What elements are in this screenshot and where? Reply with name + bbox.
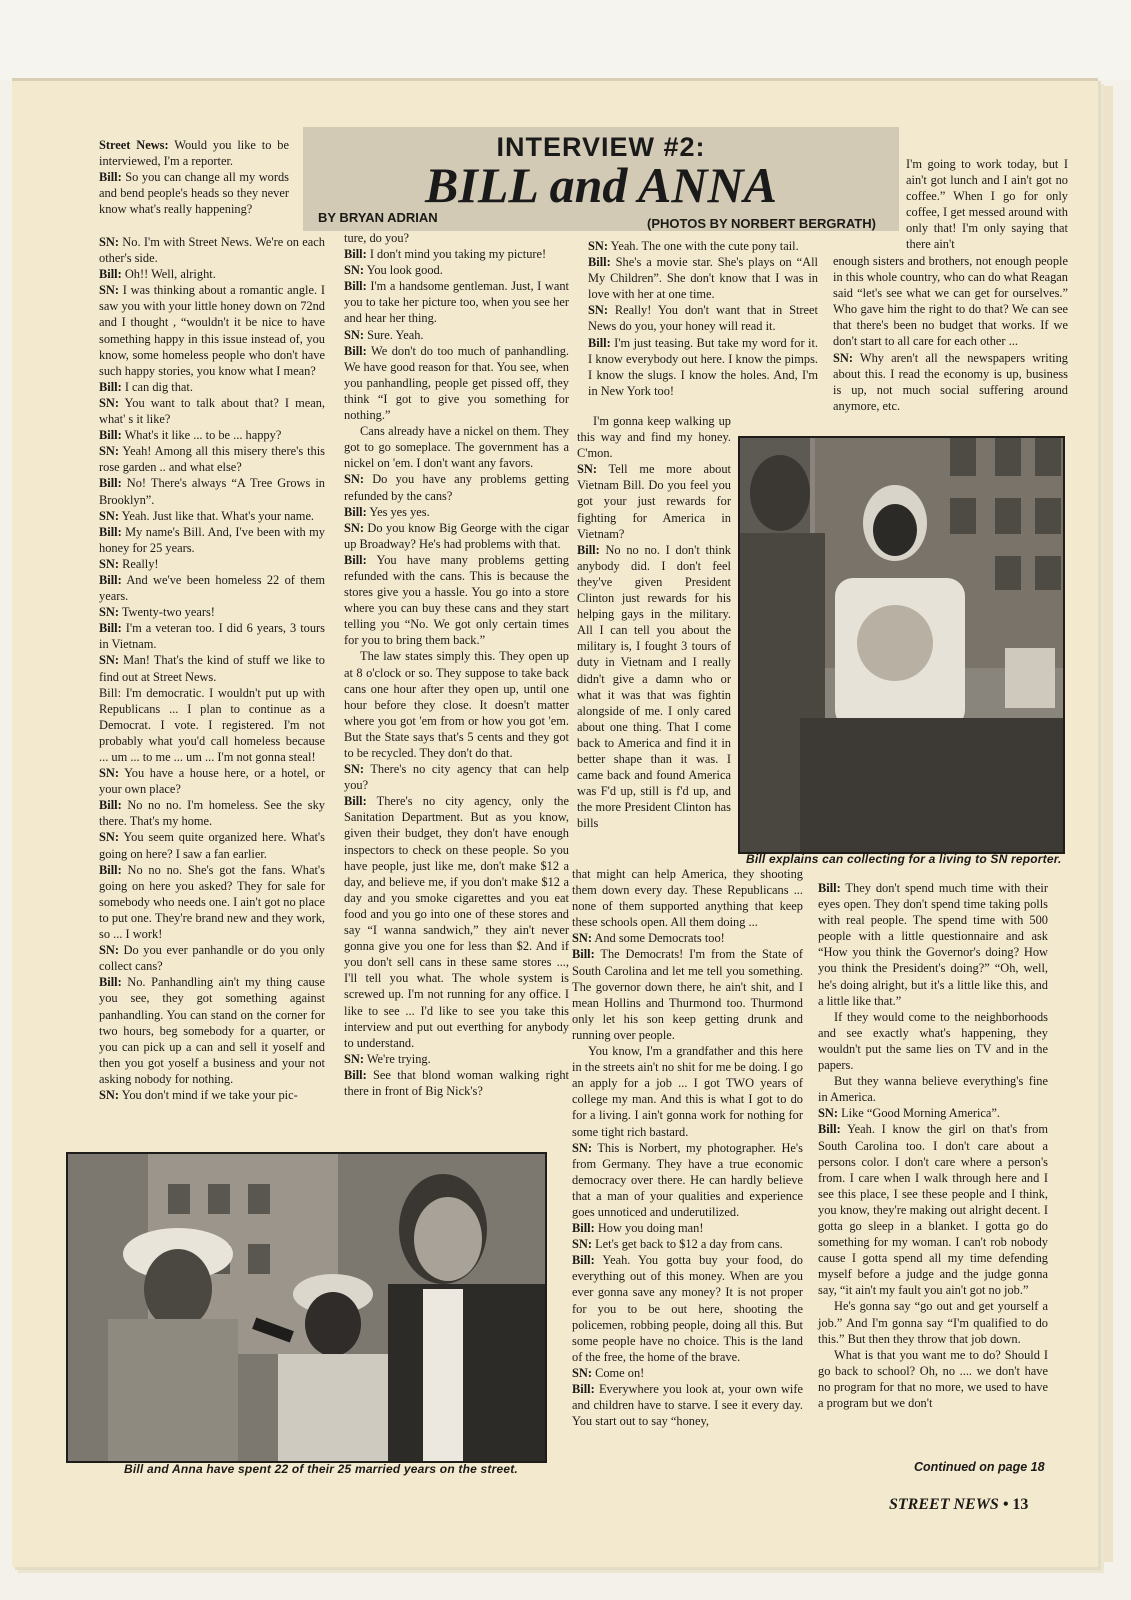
interview-paragraph	[572, 1381, 803, 1429]
speaker-label: Bill:	[344, 279, 367, 294]
interview-paragraph	[572, 1043, 803, 1140]
speaker-label: SN:	[344, 327, 364, 342]
speaker-label: Bill:	[99, 428, 122, 443]
speaker-label: SN:	[344, 1051, 364, 1066]
paragraph-text: I'm going to work today, but I ain't got lunch and I ain't got no coffee.” When I go for only coffee, I get messed around with only that! I'm only saying that there ain't	[906, 157, 1068, 252]
speaker-label: Bill:	[99, 975, 122, 990]
photo-credit: (PHOTOS BY NORBERT BERGRATH)	[647, 216, 876, 231]
paragraph-text: No no no. She's got the fans. What's going on here you asked? They for sale for somebody who needs one. I ain't got no place to put one. They're brand new and they work, so ... I work!	[99, 862, 325, 942]
interview-paragraph	[818, 1009, 1048, 1073]
paragraph-text: that might can help America, they shooting them down every day. These Republicans ... none of them supported anything that keep these schools open. All them doing ...	[572, 867, 803, 930]
speaker-label: Bill:	[572, 1382, 595, 1396]
speaker-label: Bill:	[572, 1221, 595, 1236]
speaker-label: SN:	[588, 239, 608, 253]
paragraph-text: Twenty-two years!	[118, 605, 215, 620]
interview-paragraph	[572, 930, 803, 946]
interview-paragraph	[99, 652, 325, 684]
speaker-label: SN:	[833, 350, 853, 365]
speaker-label: Bill:	[99, 524, 122, 539]
speaker-label: Bill:	[344, 552, 367, 567]
paragraph-text: There's no city agency that can help you?	[344, 762, 569, 793]
interview-paragraph	[99, 137, 289, 169]
interview-paragraph	[572, 1236, 803, 1252]
paragraph-text: Really!	[118, 556, 159, 571]
caption-bottom-photo: Bill and Anna have spent 22 of their 25 married years on the street.	[124, 1462, 518, 1476]
speaker-label: Bill:	[572, 1253, 595, 1268]
speaker-label: Bill:	[818, 881, 841, 895]
paragraph-text: What is that you want me to do? Should I go back to school? Oh, no .... we don't have no program for that no more, we used to have a program but we don't	[818, 1347, 1048, 1410]
interview-paragraph	[99, 942, 325, 974]
speaker-label: Bill:	[99, 476, 122, 491]
paragraph-text: I'm a veteran too. I did 6 years, 3 tours in Vietnam.	[99, 621, 325, 652]
caption-top-photo: Bill explains can collecting for a living to SN reporter.	[746, 852, 1062, 866]
paragraph-text: And some Democrats too!	[591, 931, 725, 946]
interview-paragraph	[572, 1140, 803, 1220]
interview-paragraph	[99, 427, 325, 443]
speaker-label: SN:	[99, 605, 119, 620]
paragraph-text: Man! That's the kind of stuff we like to find out at Street News.	[99, 653, 325, 684]
paragraph-text: My name's Bill. And, I've been with my honey for 25 years.	[99, 524, 325, 555]
speaker-label: Bill:	[99, 170, 122, 185]
paragraph-text: Do you ever panhandle or do you only collect cans?	[99, 943, 325, 974]
photo-bill-and-anna	[66, 1152, 547, 1463]
interview-paragraph	[99, 685, 325, 765]
paragraph-text: Yeah. The one with the cute pony tail.	[607, 239, 799, 253]
interview-paragraph	[344, 761, 569, 793]
interview-paragraph	[99, 524, 325, 556]
interview-paragraph	[588, 302, 818, 334]
paragraph-text: Do you have any problems getting refunded by the cans?	[344, 472, 569, 503]
paragraph-text: You seem quite organized here. What's going on here? I saw a fan earlier.	[99, 830, 325, 861]
paragraph-text: This is Norbert, my photographer. He's from Germany. They have a true economic democracy over there. He can hardly believe that a man of your qualities and experience goes unnoticed and underutilized.	[572, 1140, 803, 1219]
paragraph-text: But they wanna believe everything's fine in America.	[818, 1074, 1048, 1105]
paragraph-text: Like “Good Morning America”.	[837, 1106, 1001, 1121]
column-4-wide	[833, 253, 1068, 414]
paragraph-text: enough sisters and brothers, not enough people in this whole country, who can do what Reagan said “let's see what we can get for ourselves.” Who gave him the right to do that? We can see that there's been no budget that works. If we don't start to all care for each other ...	[833, 254, 1068, 349]
interview-paragraph	[99, 169, 289, 217]
interview-paragraph	[344, 327, 569, 343]
interview-paragraph	[99, 282, 325, 379]
interview-paragraph	[344, 1051, 569, 1067]
interview-paragraph	[833, 350, 1068, 414]
paragraph-text: Do you know Big George with the cigar up Broadway? He's had problems with that.	[344, 520, 569, 551]
interview-paragraph	[344, 1067, 569, 1099]
interview-paragraph	[99, 974, 325, 1087]
paragraph-text: He's gonna say “go out and get yourself a job.” And I'm gonna say “I'm qualified to do this.” But then they throw that job down.	[818, 1299, 1048, 1346]
column-2	[344, 230, 569, 1099]
interview-paragraph	[818, 1073, 1048, 1105]
paragraph-text: You look good.	[363, 263, 443, 278]
speaker-label: Bill:	[344, 343, 367, 358]
speaker-label: SN:	[99, 444, 119, 459]
paragraph-text: Come on!	[591, 1365, 645, 1380]
interview-paragraph	[577, 461, 731, 541]
interview-paragraph	[344, 552, 569, 649]
speaker-label: SN:	[99, 283, 119, 298]
interview-paragraph	[572, 866, 803, 930]
speaker-label: SN:	[99, 653, 119, 668]
interview-paragraph	[99, 797, 325, 829]
paragraph-text: No. Panhandling ain't my thing cause you see, they got something against panhandling. You can stand on the corner for two hours, beg somebody for a quarter, or you can pick up a can and sell it yoself and then you got yoself a business and your not asking nobody for nothing.	[99, 975, 325, 1086]
interview-paragraph	[99, 1087, 325, 1103]
interview-paragraph	[99, 266, 325, 282]
photo-image	[740, 438, 1063, 852]
interview-paragraph	[99, 379, 325, 395]
speaker-label: Bill:	[99, 267, 122, 282]
interview-paragraph	[833, 253, 1068, 350]
publication-name: STREET NEWS	[889, 1496, 999, 1513]
speaker-label: Bill:	[99, 862, 122, 877]
paragraph-text: If they would come to the neighborhoods and see exactly what's happening, they wouldn't put the same lies on TV and in the papers.	[818, 1009, 1048, 1073]
paragraph-text: No. I'm with Street News. We're on each other's side.	[99, 235, 325, 266]
paragraph-text: I'm gonna keep walking up this way and find my honey. C'mon.	[577, 414, 731, 461]
speaker-label: SN:	[99, 830, 119, 845]
speaker-label: SN:	[99, 766, 119, 781]
paragraph-text: So you can change all my words and bend people's heads so they never know what's really happening?	[99, 170, 289, 217]
paragraph-text: Tell me more about Vietnam Bill. Do you feel you got your just rewards for fighting for America in Vietnam?	[577, 462, 731, 541]
column-1-top	[99, 137, 289, 217]
paragraph-text: I don't mind you taking my picture!	[366, 247, 547, 262]
speaker-label: SN:	[99, 943, 119, 958]
interview-paragraph	[99, 604, 325, 620]
paragraph-text: I'm a handsome gentleman. Just, I want you to take her picture too, when you see her and hear her thing.	[344, 279, 569, 326]
column-3	[572, 866, 803, 1429]
speaker-label: SN:	[344, 263, 364, 278]
speaker-label: Bill:	[344, 794, 367, 809]
speaker-label: SN:	[99, 395, 119, 410]
paragraph-text: We're trying.	[363, 1051, 431, 1066]
interview-paragraph	[99, 556, 325, 572]
speaker-label: SN:	[344, 472, 364, 487]
speaker-label: Bill:	[99, 798, 122, 813]
speaker-label: Bill:	[344, 247, 367, 262]
paragraph-text: There's no city agency, only the Sanitation Department. But as you know, given their budget, they don't have enough inspectors to check on these people. So you have people, just like me, don't make $12 a day, and believe me, if you don't make $12 a day and you smoke cigarettes and you eat food and you go into one of these stores and say “I wanna sandwich,” they ain't never gonna give you one for less than $2. And if you don't sell cans in these same stores ..., I'll tell you what. The whole system is screwed up. I'm not running for any office. I like to see ... I'd like to see you take this interview and put out everthing for anybody to understand.	[344, 794, 569, 1050]
speaker-label: SN:	[818, 1106, 838, 1121]
speaker-label: SN:	[99, 556, 119, 571]
paragraph-text: Yeah. Just like that. What's your name.	[118, 508, 315, 523]
interview-paragraph	[818, 1105, 1048, 1121]
paragraph-text: How you doing man!	[594, 1221, 704, 1236]
interview-paragraph	[572, 946, 803, 1043]
column-1	[99, 234, 325, 1103]
scan-background	[0, 0, 1131, 80]
speaker-label: SN:	[344, 520, 364, 535]
speaker-label: SN:	[99, 508, 119, 523]
page-number: 13	[1012, 1496, 1029, 1513]
paragraph-text: Oh!! Well, alright.	[121, 267, 216, 282]
interview-paragraph	[344, 471, 569, 503]
article-kicker: INTERVIEW #2:	[496, 132, 706, 162]
interview-paragraph	[99, 572, 325, 604]
interview-paragraph	[344, 246, 569, 262]
paragraph-text: Cans already have a nickel on them. They got to go someplace. The government has a nickel on 'em. I don't want any favors.	[344, 424, 569, 471]
interview-paragraph	[344, 793, 569, 1051]
interview-paragraph	[577, 413, 731, 461]
paragraph-text: Everywhere you look at, your own wife and children have to starve. I see it every day. You start out to say “honey,	[572, 1382, 803, 1429]
paragraph-text: ture, do you?	[344, 231, 410, 245]
column-4-top	[906, 156, 1068, 253]
speaker-label: Bill:	[588, 255, 611, 270]
speaker-label: SN:	[344, 762, 364, 777]
paragraph-text: They don't spend much time with their eyes open. They don't spend time taking polls with real people. The spend time with 500 people with a little questionnaire and ask “How you think the Governor's doing? How you think the President's doing?” “Oh, well, he's doing alright, but it's a little like this, and a little like that.”	[818, 881, 1048, 1008]
paragraph-text: Bill: I'm democratic. I wouldn't put up with Republicans ... I plan to continue as a Democrat. I vote. I registered. I'm not probably what you'd call homeless because ... um ... to me ... um ... I'm not gonna steal!	[99, 685, 325, 764]
column-3-top	[588, 238, 818, 399]
interview-paragraph	[99, 475, 325, 507]
paragraph-text: The law states simply this. They open up at 8 o'clock or so. They suppose to take back cans one hour after they open up, until one hour before they close. It doesn't matter where you got 'em from or how you got 'em. But the State says that's 5 cents and they got to be recycled. They don't do that.	[344, 649, 569, 760]
interview-paragraph	[99, 765, 325, 797]
paragraph-text: I was thinking about a romantic angle. I saw you with your little honey down on 72nd and I thought , “wouldn't it be nice to have something happy in this issue instead of, you know, some homeless people who don't have such happy stories, you know what I mean?	[99, 283, 325, 378]
interview-paragraph	[99, 508, 325, 524]
article-headline: BILL and ANNA	[425, 157, 777, 213]
interview-paragraph	[344, 278, 569, 326]
interview-paragraph	[577, 542, 731, 832]
paragraph-text: Yeah. I know the girl on that's from South Carolina too. I don't care about a persons color. I don't care where a person's from. I care when I walk through here and I see this place, I see these people and I think, you know, they're making out alright decent. I gotta go sleep in a blanket. I gotta go do something for my woman. I can't rob nobody cause I gotta spend all my time defending myself before a judge and the judge gonna say, “it ain't my fault you ain't got no job.”	[818, 1122, 1048, 1298]
interview-paragraph	[818, 1298, 1048, 1346]
paragraph-text: Why aren't all the newspapers writing about this. I read the economy is up, business is up, not much social suffering around anymore, etc.	[833, 350, 1068, 413]
byline: BY BRYAN ADRIAN	[318, 210, 438, 225]
interview-paragraph	[99, 620, 325, 652]
interview-paragraph	[818, 880, 1048, 1009]
paragraph-text: Really! You don't want that in Street News do you, your honey will read it.	[588, 303, 818, 334]
speaker-label: Bill:	[572, 947, 595, 962]
interview-paragraph	[99, 443, 325, 475]
speaker-label: Bill:	[588, 335, 611, 350]
paragraph-text: She's a movie star. She's plays on “All My Children”. She don't know that I was in love with her at one time.	[588, 255, 818, 302]
continued-note: Continued on page 18	[914, 1460, 1045, 1474]
photo-image	[68, 1154, 545, 1461]
interview-paragraph	[344, 520, 569, 552]
page-footer	[889, 1496, 1028, 1514]
interview-paragraph	[344, 423, 569, 471]
speaker-label: SN:	[572, 1237, 592, 1252]
interview-paragraph	[588, 254, 818, 302]
paragraph-text: Let's get back to $12 a day from cans.	[591, 1237, 783, 1252]
paragraph-text: No no no. I don't think anybody did. I don't feel they've given President Clinton just rewards for his helping gays in the military. All I can tell you about the military is, I fought 3 tours of duty in Vietnam and I really didn't give a damn who or what it was that was fightin alongside of me. I only cared about one thing. That I come back to America and find it in better shape than it was. I came back and found America was F'd up, still is f'd up, and the more President Clinton has bills	[577, 542, 731, 831]
interview-paragraph	[572, 1365, 803, 1381]
paragraph-text: You have many problems getting refunded with the cans. This is because the stores give you a hassle. You go into a store where you can buy these cans and they start telling you “No. We got only certain times for you to bring them back.”	[344, 552, 569, 648]
page-stack-edge	[1098, 86, 1113, 1562]
interview-paragraph	[344, 648, 569, 761]
speaker-label: Street News:	[99, 138, 169, 152]
paragraph-text: You don't mind if we take your pic-	[118, 1087, 298, 1102]
footer-bullet: •	[1002, 1496, 1009, 1513]
interview-paragraph	[818, 1121, 1048, 1298]
paragraph-text: And we've been homeless 22 of them years.	[99, 572, 325, 604]
interview-paragraph	[344, 262, 569, 278]
interview-paragraph	[906, 156, 1068, 253]
interview-paragraph	[588, 238, 818, 254]
interview-paragraph	[572, 1220, 803, 1236]
speaker-label: SN:	[572, 931, 592, 946]
speaker-label: SN:	[572, 1140, 592, 1155]
paragraph-text: We don't do too much of panhandling. We have good reason for that. You see, when you panhandling, people get pissed off, they think “I got to give you something for nothing.”	[344, 343, 569, 423]
paragraph-text: Yeah. You gotta buy your food, do everything out of this money. When are you ever gonna save any money? It is not proper for you to be out here, shooting the policemen, robbing people, doing all this. But some people have no choice. This is the land of the free, the home of the brave.	[572, 1253, 803, 1364]
speaker-label: Bill:	[818, 1122, 841, 1137]
interview-paragraph	[344, 343, 569, 423]
speaker-label: Bill:	[99, 621, 122, 636]
interview-paragraph	[818, 1347, 1048, 1411]
interview-paragraph	[99, 829, 325, 861]
interview-paragraph	[572, 1252, 803, 1365]
column-3-wrap	[577, 413, 731, 831]
speaker-label: Bill:	[577, 542, 600, 557]
paragraph-text: Yeah! Among all this misery there's this rose garden .. and what else?	[99, 444, 325, 475]
speaker-label: SN:	[588, 303, 608, 318]
column-4	[818, 880, 1048, 1411]
speaker-label: Bill:	[344, 1067, 367, 1082]
interview-paragraph	[99, 395, 325, 427]
paragraph-text: No no no. I'm homeless. See the sky there. That's my home.	[99, 798, 325, 829]
speaker-label: SN:	[99, 235, 119, 249]
speaker-label: Bill:	[99, 572, 122, 587]
interview-paragraph	[344, 230, 569, 246]
paragraph-text: You want to talk about that? I mean, what' s it like?	[99, 395, 325, 427]
photo-bill-collecting-cans	[738, 436, 1065, 854]
paragraph-text: See that blond woman walking right there in front of Big Nick's?	[344, 1067, 569, 1098]
paragraph-text: Yes yes yes.	[366, 504, 430, 519]
speaker-label: Bill:	[344, 504, 367, 519]
paragraph-text: Sure. Yeah.	[363, 327, 424, 342]
paragraph-text: No! There's always “A Tree Grows in Brooklyn”.	[99, 476, 325, 507]
paragraph-text: What's it like ... to be ... happy?	[121, 428, 282, 443]
interview-paragraph	[99, 862, 325, 942]
speaker-label: SN:	[572, 1365, 592, 1380]
paragraph-text: The Democrats! I'm from the State of South Carolina and let me tell you something. The governor down there, he ain't shit, and I mean Hollins and Thurmond too. Thurmond only let his son keep getting drunk and running over people.	[572, 947, 803, 1042]
speaker-label: SN:	[577, 462, 597, 477]
paragraph-text: I can dig that.	[121, 379, 193, 394]
paragraph-text: You know, I'm a grandfather and this here in the streets ain't no shit for me be doing. I go an apply for a job ... I got TWO years of college my man. And this is what I got to do for a living. I ain't gonna work for nothing for some tight rich bastard.	[572, 1044, 803, 1139]
paragraph-text: Would you like to be interviewed, I'm a reporter.	[99, 138, 289, 169]
paragraph-text: You have a house here, or a hotel, or your own place?	[99, 766, 325, 797]
interview-paragraph	[588, 335, 818, 399]
paragraph-text: I'm just teasing. But take my word for it. I know everybody out here. I know the pimps. I know the slugs. I know the holes. And, I'm in New York too!	[588, 335, 818, 398]
speaker-label: SN:	[99, 1087, 119, 1102]
speaker-label: Bill:	[99, 379, 122, 394]
interview-paragraph	[99, 234, 325, 266]
interview-paragraph	[344, 504, 569, 520]
